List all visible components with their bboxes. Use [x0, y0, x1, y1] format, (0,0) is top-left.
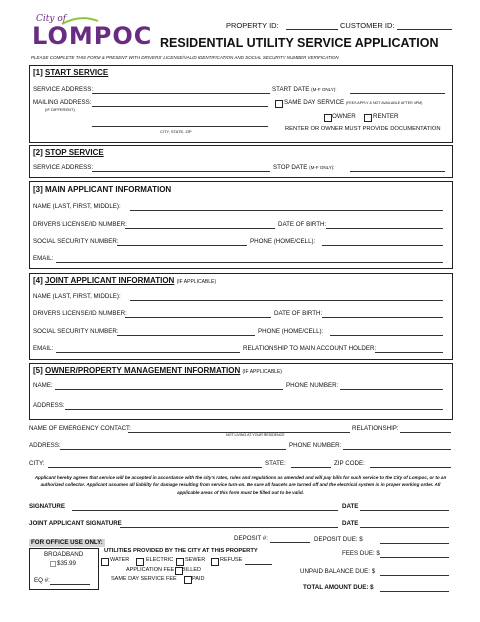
joint-license-field[interactable]: [125, 317, 271, 318]
stop-service-address-label: SERVICE ADDRESS:: [33, 164, 94, 171]
signature-date-field[interactable]: [360, 510, 449, 511]
joint-phone-label: PHONE (HOME/CELL):: [258, 328, 324, 335]
sewer-checkbox[interactable]: [176, 558, 184, 566]
owner-address-label: ADDRESS:: [33, 402, 65, 409]
fees-due-field[interactable]: [380, 557, 449, 558]
main-license-field[interactable]: [125, 228, 275, 229]
unpaid-balance-field[interactable]: [380, 575, 449, 576]
total-due-field[interactable]: [380, 591, 449, 592]
unpaid-balance-label: UNPAID BALANCE DUE: $: [300, 568, 376, 575]
city-state-zip-caption: CITY, STATE, ZIP: [160, 129, 192, 134]
joint-phone-field[interactable]: [330, 335, 443, 336]
owner-phone-field[interactable]: [340, 389, 443, 390]
joint-signature-label: JOINT APPLICANT SIGNATURE: [29, 520, 122, 527]
main-phone-field[interactable]: [322, 245, 443, 246]
owner-label: OWNER: [332, 113, 356, 120]
application-fee-label: APPLICATION FEE: [126, 567, 175, 573]
deposit-due-label: DEPOSIT DUE: $: [314, 536, 363, 543]
emergency-relationship-label: RELATIONSHIP:: [352, 425, 399, 432]
owner-heading: [5] OWNER/PROPERTY MANAGEMENT INFORMATION (IF APPLICABLE): [33, 366, 282, 375]
emergency-state-label: STATE:: [265, 460, 286, 467]
city-logo: [30, 14, 155, 52]
joint-signature-date-label: DATE: [342, 520, 359, 527]
stop-service-address-field[interactable]: [92, 171, 270, 172]
main-name-field[interactable]: [130, 210, 443, 211]
emergency-zip-label: ZIP CODE:: [334, 460, 365, 467]
broadband-label: BROADBAND: [44, 551, 84, 558]
emergency-relationship-field[interactable]: [400, 432, 451, 433]
deposit-number-label: DEPOSIT #:: [234, 535, 268, 542]
emergency-city-field[interactable]: [48, 467, 262, 468]
sewer-label: SEWER: [185, 557, 206, 563]
if-different-note: (IF DIFFERENT): [45, 107, 75, 112]
joint-name-field[interactable]: [130, 300, 443, 301]
refuse-label: REFUSE: [220, 557, 243, 563]
same-day-fee-label: SAME DAY SERVICE FEE: [111, 576, 177, 582]
stop-service-heading: [2] STOP SERVICE: [33, 148, 104, 157]
emergency-phone-field[interactable]: [343, 449, 451, 450]
main-ssn-field[interactable]: [117, 245, 247, 246]
owner-checkbox[interactable]: [324, 114, 332, 122]
joint-dob-label: DATE OF BIRTH:: [274, 310, 323, 317]
deposit-due-field[interactable]: [380, 543, 449, 544]
office-use-heading: FOR OFFICE USE ONLY:: [31, 539, 103, 546]
mailing-address-label: MAILING ADDRESS:: [33, 99, 92, 106]
total-due-label: TOTAL AMOUNT DUE: $: [303, 584, 374, 591]
owner-phone-label: PHONE NUMBER:: [286, 382, 339, 389]
start-service-heading: [1] START SERVICE: [33, 68, 109, 77]
documentation-note: RENTER OR OWNER MUST PROVIDE DOCUMENTATION: [285, 126, 441, 132]
emergency-state-field[interactable]: [291, 467, 331, 468]
main-email-label: EMAIL:: [33, 255, 54, 262]
main-email-field[interactable]: [56, 262, 443, 263]
form-subtitle: PLEASE COMPLETE THIS FORM & PRESENT WITH DRIVERS' LICENSE/VALID IDENTIFICATION AND SOCIAL SECURITY NUMBER VERIFICATION: [31, 55, 339, 60]
joint-name-label: NAME (LAST, FIRST, MIDDLE):: [33, 293, 121, 300]
joint-relationship-field[interactable]: [375, 352, 443, 353]
start-service-address-field[interactable]: [92, 93, 270, 94]
renter-label: RENTER: [373, 113, 399, 120]
signature-label: SIGNATURE: [29, 503, 65, 510]
emergency-contact-label: NAME OF EMERGENCY CONTACT:: [29, 425, 131, 432]
renter-checkbox[interactable]: [364, 114, 372, 122]
start-service-address-label: SERVICE ADDRESS:: [33, 86, 94, 93]
property-id-field[interactable]: [286, 29, 338, 30]
customer-id-label: CUSTOMER ID:: [340, 21, 395, 30]
joint-applicant-heading: [4] JOINT APPLICANT INFORMATION (IF APPLICABLE): [33, 276, 217, 285]
stop-date-field[interactable]: [350, 171, 445, 172]
main-dob-label: DATE OF BIRTH:: [278, 221, 327, 228]
agreement-text: Applicant hereby agrees that service will be accepted in accordance with the city's rates, rules and regulations as amended and will pay bills for such service to the City of Lompoc, or to an authorized collector. Applicant assumes all liability for damage resulting from service turn-on. Be sure all faucets are turned off and the electrical system is in proper working order. All applicable areas of this form must be filled out to be valid.: [34, 475, 447, 495]
signature-field[interactable]: [72, 510, 338, 511]
paid-label: PAID: [192, 576, 205, 582]
billed-label: BILLED: [182, 567, 201, 573]
logo-wordmark: LOMPOC: [32, 22, 153, 50]
deposit-number-field[interactable]: [270, 542, 310, 543]
fees-due-label: FEES DUE: $: [342, 550, 380, 557]
mailing-city-state-zip-field[interactable]: [92, 126, 268, 127]
eq-field[interactable]: [50, 584, 90, 585]
joint-signature-date-field[interactable]: [360, 527, 449, 528]
joint-relationship-label: RELATIONSHIP TO MAIN ACCOUNT HOLDER:: [243, 345, 377, 352]
main-applicant-heading: [3] MAIN APPLICANT INFORMATION: [33, 185, 172, 194]
main-ssn-label: SOCIAL SECURITY NUMBER:: [33, 238, 119, 245]
electric-label: ELECTRIC: [146, 557, 174, 563]
refuse-field[interactable]: [245, 564, 272, 565]
electric-checkbox[interactable]: [136, 558, 144, 566]
main-name-label: NAME (LAST, FIRST, MIDDLE):: [33, 203, 121, 210]
owner-address-field[interactable]: [65, 409, 443, 410]
emergency-phone-label: PHONE NUMBER:: [289, 442, 342, 449]
utilities-heading: UTILITIES PROVIDED BY THE CITY AT THIS PROPERTY: [104, 548, 258, 554]
water-label: WATER: [110, 557, 130, 563]
joint-ssn-label: SOCIAL SECURITY NUMBER:: [33, 328, 119, 335]
joint-ssn-field[interactable]: [117, 335, 255, 336]
emergency-zip-field[interactable]: [370, 467, 451, 468]
start-date-field[interactable]: [350, 93, 445, 94]
joint-dob-field[interactable]: [322, 317, 443, 318]
refuse-checkbox[interactable]: [211, 558, 219, 566]
owner-name-label: NAME:: [33, 382, 53, 389]
logo-city-of: City of: [36, 14, 67, 24]
main-phone-label: PHONE (HOME/CELL):: [250, 238, 316, 245]
same-day-checkbox[interactable]: [275, 100, 283, 108]
mailing-address-field[interactable]: [92, 106, 268, 107]
stop-date-label: STOP DATE (M-F ONLY):: [273, 164, 335, 171]
emergency-address-field[interactable]: [60, 449, 286, 450]
joint-license-label: DRIVERS LICENSE/ID NUMBER:: [33, 310, 127, 317]
owner-name-field[interactable]: [55, 389, 283, 390]
main-dob-field[interactable]: [326, 228, 443, 229]
not-living-note: NOT LIVING AT YOUR RESIDENCE: [226, 433, 285, 437]
joint-email-label: EMAIL:: [33, 345, 54, 352]
paid-checkbox[interactable]: [184, 576, 192, 584]
joint-email-field[interactable]: [56, 352, 240, 353]
property-id-label: PROPERTY ID:: [226, 21, 279, 30]
form-title: RESIDENTIAL UTILITY SERVICE APPLICATION: [160, 36, 439, 50]
emergency-address-label: ADDRESS:: [29, 442, 61, 449]
customer-id-field[interactable]: [397, 29, 452, 30]
eq-label: EQ #:: [34, 577, 50, 584]
broadband-price: $35.99: [57, 560, 76, 567]
start-date-label: START DATE (M-F ONLY):: [272, 86, 337, 93]
main-license-label: DRIVERS LICENSE/ID NUMBER:: [33, 221, 127, 228]
joint-signature-field[interactable]: [120, 527, 338, 528]
water-checkbox[interactable]: [101, 558, 109, 566]
same-day-label: SAME DAY SERVICE (FEES APPLY & NOT AVAILABLE AFTER 4PM): [284, 99, 423, 106]
emergency-city-label: CITY:: [29, 460, 45, 467]
broadband-checkbox[interactable]: [50, 561, 56, 567]
signature-date-label: DATE: [342, 503, 359, 510]
